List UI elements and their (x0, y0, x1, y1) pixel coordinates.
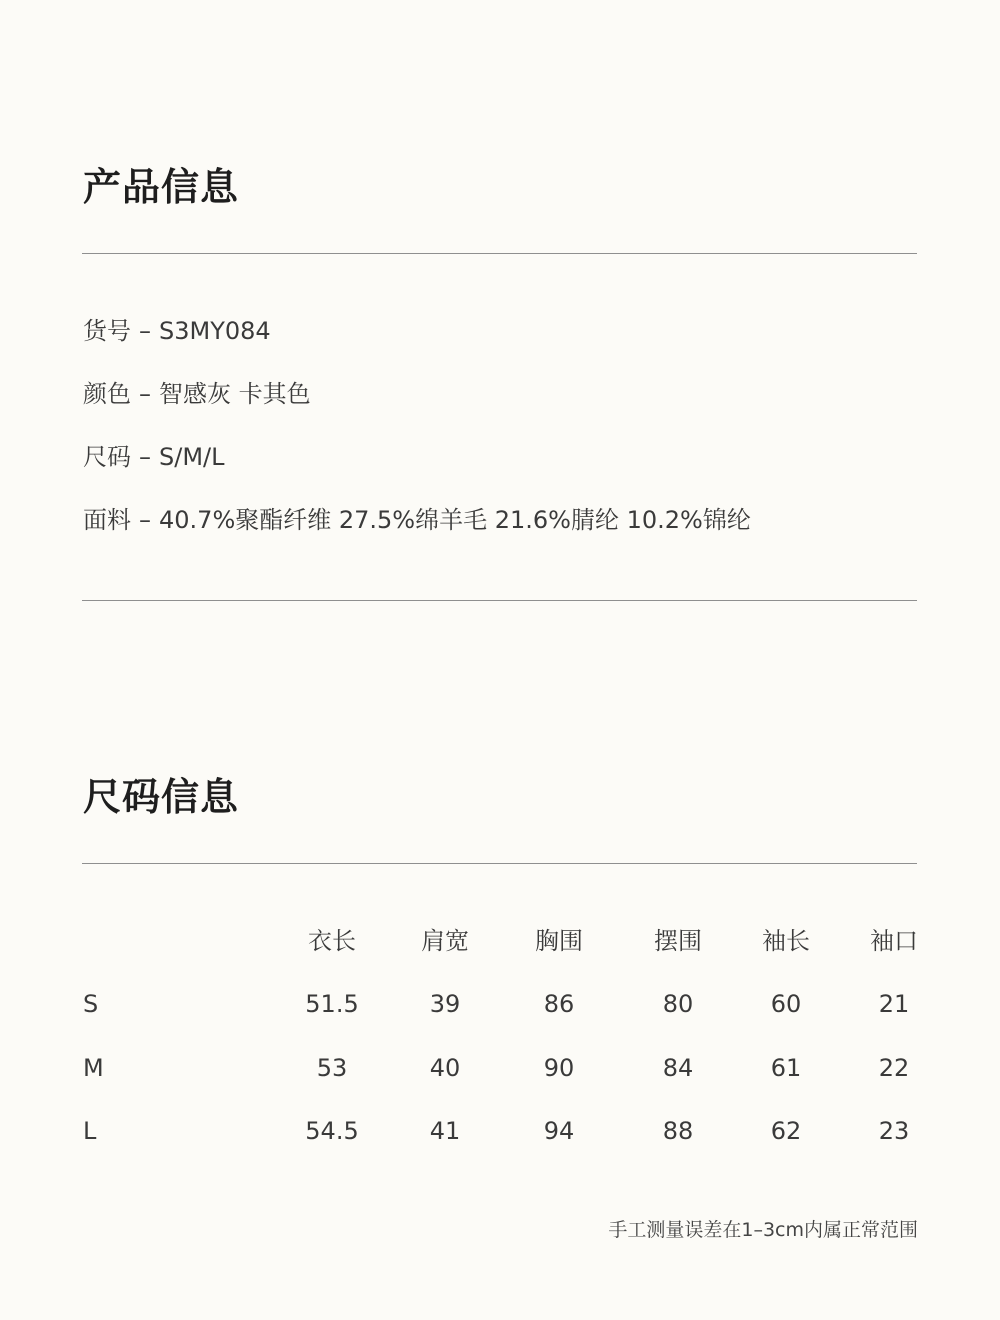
size-table-cell: 53 (316, 1054, 348, 1082)
size-table-cell: 90 (543, 1054, 575, 1082)
size-table-cell: 62 (770, 1117, 802, 1145)
info-value: S3MY084 (159, 317, 271, 345)
divider (82, 863, 917, 864)
size-table-cell: 22 (878, 1054, 910, 1082)
size-table-row-label: L (83, 1117, 97, 1145)
info-separator: – (139, 317, 151, 345)
size-table-cell: 54.5 (305, 1117, 359, 1145)
divider (82, 253, 917, 254)
size-table-row-label: S (83, 990, 99, 1018)
size-table-cell: 21 (878, 990, 910, 1018)
size-table-header: 胸围 (535, 927, 583, 955)
info-separator: – (139, 443, 151, 471)
info-value: 智感灰 卡其色 (159, 380, 311, 408)
size-table-cell: 94 (543, 1117, 575, 1145)
size-table-cell: 86 (543, 990, 575, 1018)
info-row-size (83, 442, 224, 472)
size-info-title: 尺码信息 (83, 775, 240, 819)
size-table-cell: 41 (429, 1117, 461, 1145)
info-label: 货号 (83, 317, 131, 345)
size-table-cell: 39 (429, 990, 461, 1018)
info-separator: – (139, 380, 151, 408)
info-row-color (83, 379, 311, 409)
info-label: 尺码 (83, 443, 131, 471)
product-info-title: 产品信息 (83, 165, 240, 209)
size-table-cell: 51.5 (305, 990, 359, 1018)
info-value: 40.7%聚酯纤维 27.5%绵羊毛 21.6%腈纶 10.2%锦纶 (159, 506, 751, 534)
size-table-header: 袖口 (870, 927, 918, 955)
size-table-cell: 40 (429, 1054, 461, 1082)
info-row-fabric (83, 505, 751, 535)
size-table-cell: 23 (878, 1117, 910, 1145)
size-table-header: 肩宽 (421, 927, 469, 955)
divider (82, 600, 917, 601)
info-row-sku (83, 316, 271, 346)
size-table-header: 衣长 (308, 927, 356, 955)
size-table-header: 摆围 (654, 927, 702, 955)
info-value: S/M/L (159, 443, 225, 471)
size-table-row-label: M (83, 1054, 104, 1082)
size-table-cell: 84 (662, 1054, 694, 1082)
info-label: 面料 (83, 506, 131, 534)
size-table-cell: 60 (770, 990, 802, 1018)
size-table-cell: 80 (662, 990, 694, 1018)
size-table-cell: 61 (770, 1054, 802, 1082)
info-separator: – (139, 506, 151, 534)
info-label: 颜色 (83, 380, 131, 408)
size-table-cell: 88 (662, 1117, 694, 1145)
size-table-header: 袖长 (762, 927, 810, 955)
measurement-note: 手工测量误差在1–3cm内属正常范围 (608, 1219, 918, 1241)
